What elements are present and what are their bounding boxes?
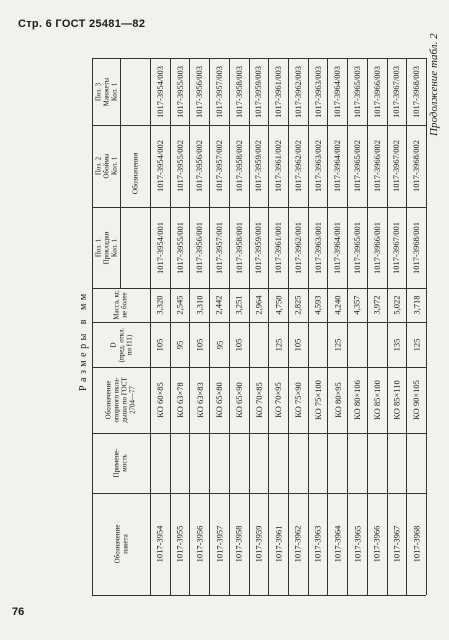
- table-cell-mass: [268, 288, 288, 322]
- table-cell-d: [308, 322, 328, 367]
- table-cell-designation-text: 1017-3967: [391, 525, 402, 563]
- table-cell-plate: [347, 367, 367, 433]
- table-cell-pos2: [229, 125, 249, 207]
- table-cell-d-text: 105: [233, 338, 244, 351]
- table-cell-plate-text: КО 75×100: [312, 380, 323, 420]
- table-cell-pos2-text: 1017-3961/002: [273, 140, 284, 192]
- column-header-pos3-text: Поз. 3 Манжеты Кол. 1: [94, 77, 119, 106]
- table-cell-mass-text: 2,545: [174, 295, 185, 315]
- table-cell-d: [268, 322, 288, 367]
- table-cell-d-text: 125: [273, 338, 284, 351]
- table-cell-pos2-text: 1017-3966/002: [371, 140, 382, 192]
- table-cell-pos1-text: 1017-3959/001: [253, 221, 264, 274]
- table-cell-pos2-text: 1017-3959/002: [253, 140, 264, 192]
- table-border-bottom: [92, 595, 426, 596]
- table-cell-designation: [347, 493, 367, 595]
- table-cell-mass: [249, 288, 269, 322]
- table-cell-d-text: 95: [213, 340, 224, 349]
- table-cell-mass: [229, 288, 249, 322]
- table-cell-pos1-text: 1017-3963/001: [312, 221, 323, 274]
- table-cell-designation-text: 1017-3955: [174, 525, 185, 563]
- table-cell-pos3-text: 1017-3956/003: [194, 65, 205, 118]
- table-cell-plate-text: КО 85×110: [391, 380, 402, 420]
- table-cell-pos2-text: 1017-3957/002: [213, 140, 224, 192]
- continuation-label: Продолжение табл. 2: [428, 33, 440, 136]
- page-header: Стр. 6 ГОСТ 25481—82: [18, 18, 146, 30]
- table-cell-pos1: [229, 207, 249, 288]
- table-cell-pos1: [150, 207, 170, 288]
- column-header-designation: [92, 493, 150, 595]
- table-cell-mass-text: 4,593: [312, 295, 323, 315]
- table-cell-d-text: 125: [411, 338, 422, 351]
- table-cell-pos1-text: 1017-3966/001: [371, 221, 382, 274]
- column-header-pos1-text: Поз. 1 Прокладки Кол. 1: [94, 231, 119, 264]
- table-cell-designation-text: 1017-3963: [312, 525, 323, 563]
- table-cell-d-text: 125: [332, 338, 343, 351]
- table-cell-pos2: [249, 125, 269, 207]
- table-cell-pos3-text: 1017-3967/003: [391, 65, 402, 118]
- table-cell-pos3: [150, 58, 170, 125]
- table-cell-designation: [209, 493, 229, 595]
- section-title: Размеры в мм: [78, 290, 89, 391]
- page-number: 76: [12, 606, 25, 618]
- table-cell-d: [288, 322, 308, 367]
- table-cell-pos3-text: 1017-3957/003: [213, 65, 224, 118]
- table-cell-plate: [327, 367, 347, 433]
- table-cell-pos2: [209, 125, 229, 207]
- table-cell-pos1: [387, 207, 407, 288]
- table-cell-pos1-text: 1017-3957/001: [213, 221, 224, 274]
- table-cell-pos1-text: 1017-3956/001: [194, 221, 205, 274]
- table-cell-pos3-text: 1017-3954/003: [154, 65, 165, 118]
- table-cell-pos1: [406, 207, 426, 288]
- table-cell-pos3: [170, 58, 190, 125]
- table-cell-d-text: 105: [194, 338, 205, 351]
- table-cell-pos2-text: 1017-3964/002: [332, 140, 343, 192]
- table-cell-plate: [209, 367, 229, 433]
- table-cell-pos3: [268, 58, 288, 125]
- table-cell-designation: [327, 493, 347, 595]
- table-cell-d: [249, 322, 269, 367]
- table-cell-pos3-text: 1017-3959/003: [253, 65, 264, 118]
- table-cell-d: [209, 322, 229, 367]
- table-cell-pos2: [308, 125, 328, 207]
- table-cell-pos2: [170, 125, 190, 207]
- table-cell-pos1-text: 1017-3955/001: [174, 221, 185, 274]
- table-cell-designation: [308, 493, 328, 595]
- table-cell-pos3: [209, 58, 229, 125]
- table-cell-pos2: [387, 125, 407, 207]
- table-cell-d: [367, 322, 387, 367]
- table-cell-plate-text: КО 63×83: [194, 382, 205, 418]
- table-border-right: [426, 58, 427, 595]
- table-cell-plate-text: КО 60×85: [154, 382, 165, 418]
- table-cell-pos3-text: 1017-3963/003: [312, 65, 323, 118]
- table-cell-pos2-text: 1017-3968/002: [411, 140, 422, 192]
- table-cell-plate: [249, 367, 269, 433]
- table-cell-plate: [170, 367, 190, 433]
- table-cell-pos2-text: 1017-3963/002: [312, 140, 323, 192]
- table-cell-designation: [288, 493, 308, 595]
- table-cell-plate: [288, 367, 308, 433]
- table-cell-pos1: [367, 207, 387, 288]
- table-cell-pos1-text: 1017-3958/001: [233, 221, 244, 274]
- table-cell-mass: [288, 288, 308, 322]
- table-cell-designation-text: 1017-3966: [371, 525, 382, 563]
- table-cell-mass: [387, 288, 407, 322]
- column-header-plate-text: Обозначение опорного вкла- дыша по ГОСТ 2704—77: [105, 377, 137, 423]
- table-cell-pos2-text: 1017-3962/002: [292, 140, 303, 192]
- table-cell-mass-text: 4,240: [332, 295, 343, 315]
- table-cell-mass-text: 4,750: [273, 295, 284, 315]
- column-header-pos2-text: Поз. 2 Обоймы Кол. 1: [94, 153, 118, 179]
- table-cell-d-text: 95: [174, 340, 185, 349]
- table-cell-mass: [347, 288, 367, 322]
- column-header-d-text: D (пред. откл. по f11): [108, 327, 133, 362]
- table-cell-mass-text: 2,964: [253, 295, 264, 315]
- table-cell-pos3: [367, 58, 387, 125]
- table-cell-designation-text: 1017-3957: [214, 525, 224, 563]
- table-cell-pos1: [327, 207, 347, 288]
- table-cell-mass-text: 2,825: [292, 295, 303, 315]
- column-header-designation-text: Обозначение пакета: [113, 524, 129, 564]
- table-cell-pos3-text: 1017-3965/003: [351, 65, 362, 118]
- table-cell-designation-text: 1017-3959: [253, 525, 264, 563]
- table-cell-mass-text: 3,251: [233, 295, 244, 315]
- table-cell-plate-text: КО 70×95: [273, 382, 284, 418]
- column-header-d: [92, 322, 150, 367]
- table-cell-plate: [406, 367, 426, 433]
- table-cell-plate: [367, 367, 387, 433]
- table-cell-d: [406, 322, 426, 367]
- table-cell-mass-text: 5,022: [391, 295, 402, 315]
- table-cell-d: [189, 322, 209, 367]
- table-cell-pos1: [249, 207, 269, 288]
- table-cell-designation: [150, 493, 170, 595]
- table-cell-pos1: [347, 207, 367, 288]
- table-cell-pos2: [288, 125, 308, 207]
- table-cell-pos3-text: 1017-3955/003: [174, 65, 185, 118]
- table-cell-designation: [406, 493, 426, 595]
- table-cell-pos3: [229, 58, 249, 125]
- table-cell-plate: [229, 367, 249, 433]
- table-cell-pos1: [209, 207, 229, 288]
- table-cell-plate-text: КО 80×95: [332, 382, 343, 418]
- table-cell-pos2: [327, 125, 347, 207]
- table-cell-mass: [209, 288, 229, 322]
- table-cell-pos1: [308, 207, 328, 288]
- table-cell-designation-text: 1017-3956: [194, 525, 205, 563]
- table-cell-pos3-text: 1017-3961/003: [273, 65, 284, 118]
- table-cell-mass-text: 2,442: [213, 295, 224, 315]
- table-cell-pos3-text: 1017-3962/003: [292, 65, 303, 118]
- table-cell-plate-text: КО 75×90: [292, 382, 303, 418]
- table-cell-pos2-text: 1017-3954/002: [154, 140, 165, 192]
- column-header-pos2: [92, 125, 120, 207]
- table-cell-designation: [387, 493, 407, 595]
- table-cell-d: [170, 322, 190, 367]
- table-cell-pos2-text: 1017-3967/002: [391, 140, 402, 192]
- table-cell-d: [387, 322, 407, 367]
- table-cell-pos1-text: 1017-3964/001: [332, 221, 343, 274]
- table-cell-pos1: [268, 207, 288, 288]
- table-cell-mass: [367, 288, 387, 322]
- column-header-usage-text: Примене- мость: [113, 448, 129, 478]
- column-header-usage: [92, 433, 150, 493]
- table-cell-d-text: 135: [391, 338, 402, 351]
- table-cell-pos2: [347, 125, 367, 207]
- table-cell-pos2-text: 1017-3955/002: [174, 140, 185, 192]
- subheader-designations: [120, 58, 150, 288]
- table-cell-plate: [268, 367, 288, 433]
- table-cell-plate-text: КО 70×85: [253, 382, 264, 418]
- table-cell-mass: [406, 288, 426, 322]
- table-cell-pos3: [406, 58, 426, 125]
- table-cell-pos3-text: 1017-3968/003: [411, 65, 422, 118]
- table-cell-mass-text: 3,320: [154, 295, 165, 315]
- column-header-mass: [92, 288, 150, 322]
- table-cell-pos2-text: 1017-3956/002: [194, 140, 205, 192]
- table-cell-plate-text: КО 65×80: [213, 382, 224, 418]
- table-cell-pos3: [387, 58, 407, 125]
- subheader-designations-text: Обозначения: [130, 152, 140, 194]
- table-cell-mass: [170, 288, 190, 322]
- table-cell-pos2-text: 1017-3958/002: [233, 140, 244, 192]
- table-cell-plate-text: КО 65×90: [233, 382, 244, 418]
- table-cell-pos2: [189, 125, 209, 207]
- table-cell-designation-text: 1017-3958: [233, 525, 244, 563]
- table-cell-pos3: [189, 58, 209, 125]
- table-cell-designation: [170, 493, 190, 595]
- table-cell-designation: [268, 493, 288, 595]
- table-cell-pos1: [288, 207, 308, 288]
- table-cell-pos3-text: 1017-3964/003: [332, 65, 343, 118]
- table-cell-d-text: 105: [154, 338, 165, 351]
- table-cell-pos2: [367, 125, 387, 207]
- table-cell-pos3: [347, 58, 367, 125]
- table-cell-plate-text: КО 63×78: [174, 382, 185, 418]
- table-cell-pos3-text: 1017-3958/003: [233, 65, 244, 118]
- table-cell-mass: [327, 288, 347, 322]
- table-cell-pos1-text: 1017-3967/001: [391, 221, 402, 274]
- table-cell-d: [150, 322, 170, 367]
- table-cell-pos1-text: 1017-3961/001: [273, 221, 284, 274]
- table-cell-designation-text: 1017-3964: [332, 525, 343, 563]
- table-cell-designation: [229, 493, 249, 595]
- table-cell-pos2: [150, 125, 170, 207]
- table-cell-pos2: [406, 125, 426, 207]
- table-cell-pos2: [268, 125, 288, 207]
- table-cell-pos2-text: 1017-3965/002: [351, 140, 362, 192]
- table-cell-pos1-text: 1017-3965/001: [351, 221, 362, 274]
- table-cell-pos3: [288, 58, 308, 125]
- table-cell-d-text: 105: [292, 338, 303, 351]
- table-cell-pos1-text: 1017-3968/001: [411, 221, 422, 274]
- table-cell-mass-text: 3,718: [411, 295, 422, 315]
- column-header-mass-text: Масса, кг, не более: [112, 290, 129, 320]
- table-cell-d: [347, 322, 367, 367]
- column-header-pos3: [92, 58, 120, 125]
- table-cell-pos3: [327, 58, 347, 125]
- table-cell-mass: [189, 288, 209, 322]
- table-cell-designation-text: 1017-3965: [352, 525, 362, 563]
- table-cell-pos1-text: 1017-3962/001: [292, 221, 303, 274]
- table-cell-designation-text: 1017-3954: [154, 525, 165, 563]
- table-cell-designation-text: 1017-3962: [292, 525, 303, 563]
- table-cell-pos1: [170, 207, 190, 288]
- table-cell-designation: [249, 493, 269, 595]
- column-header-pos1: [92, 207, 120, 288]
- table-cell-plate-text: КО 80×106: [351, 380, 362, 420]
- table-cell-plate-text: КО 90×105: [411, 380, 422, 420]
- table-cell-pos3: [249, 58, 269, 125]
- table-cell-mass-text: 4,357: [351, 295, 362, 315]
- table-cell-designation-text: 1017-3961: [273, 525, 284, 563]
- table-cell-designation: [189, 493, 209, 595]
- table-cell-plate: [150, 367, 170, 433]
- table-cell-mass-text: 3,310: [194, 295, 205, 315]
- table-cell-pos1-text: 1017-3954/001: [154, 221, 165, 274]
- table-cell-mass-text: 3,972: [371, 295, 382, 315]
- table-cell-designation: [367, 493, 387, 595]
- table-cell-plate: [189, 367, 209, 433]
- column-header-plate: [92, 367, 150, 433]
- table-cell-mass: [150, 288, 170, 322]
- table-cell-plate-text: КО 85×100: [371, 380, 382, 420]
- table-cell-d: [229, 322, 249, 367]
- table-cell-plate: [308, 367, 328, 433]
- table-cell-pos3-text: 1017-3966/003: [371, 65, 382, 118]
- table-cell-mass: [308, 288, 328, 322]
- table-cell-designation-text: 1017-3968: [411, 525, 422, 563]
- table-cell-pos1: [189, 207, 209, 288]
- table-cell-pos3: [308, 58, 328, 125]
- table-cell-d: [327, 322, 347, 367]
- table-cell-plate: [387, 367, 407, 433]
